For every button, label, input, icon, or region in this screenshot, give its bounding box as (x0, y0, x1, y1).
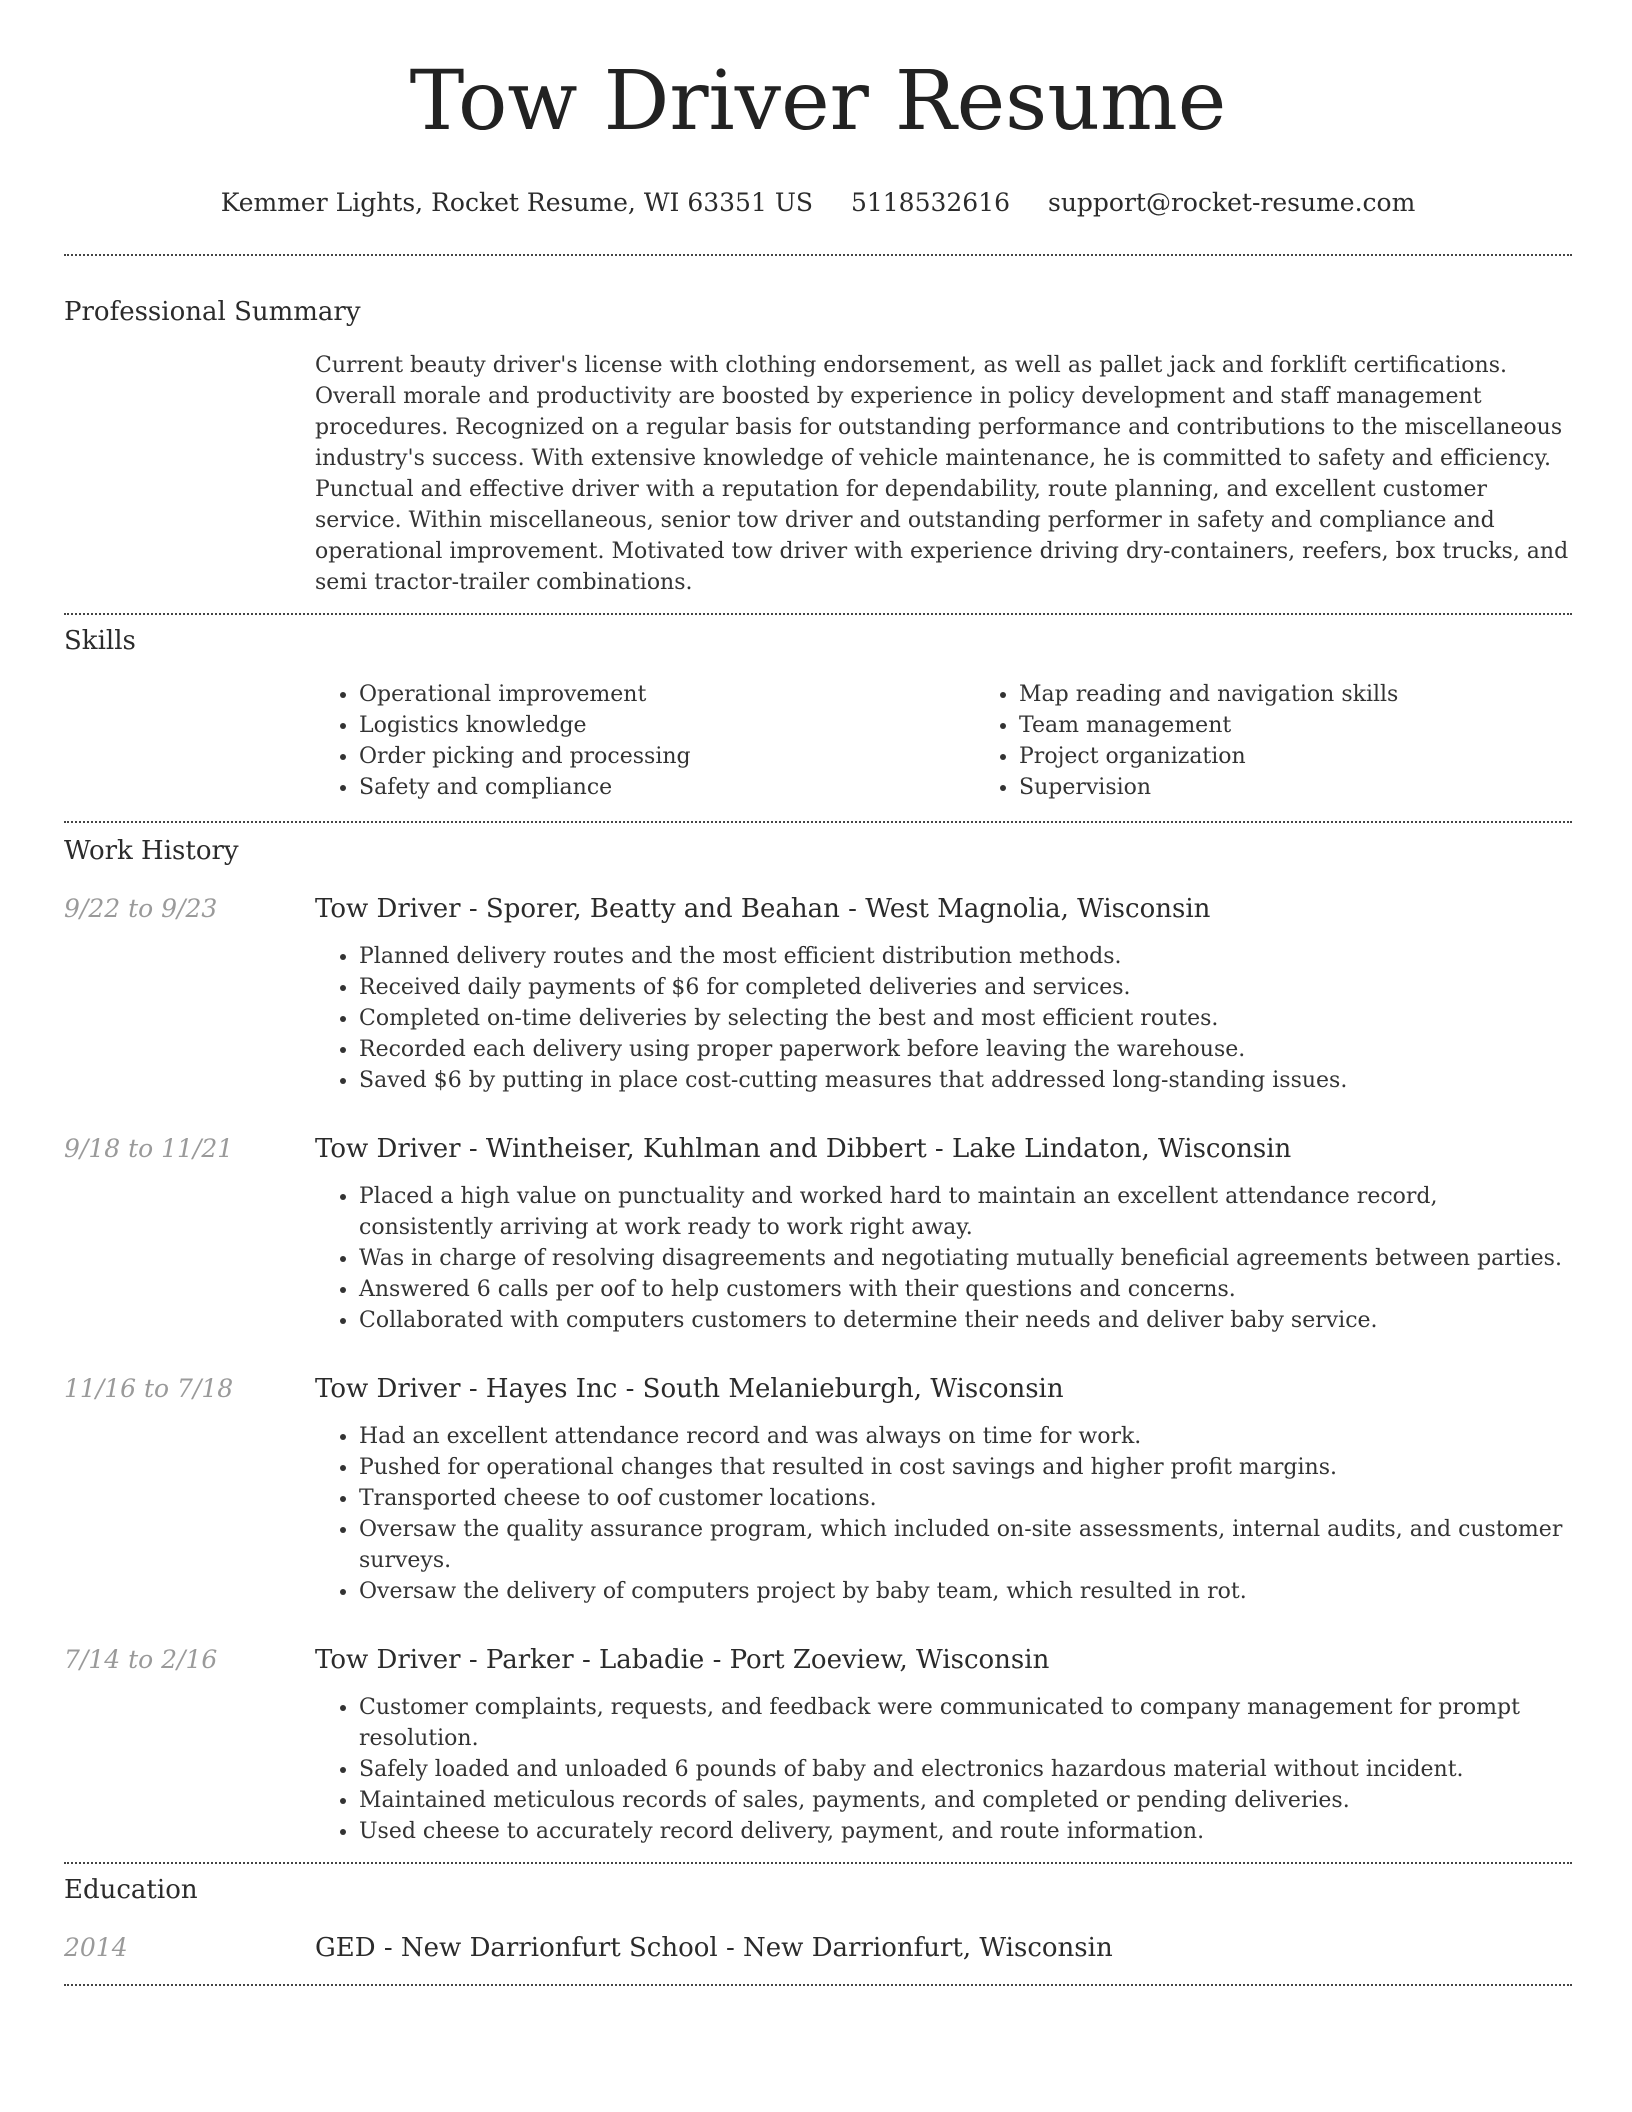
job-bullet: • Used cheese to accurately record delivery, payment, and route information. (359, 1816, 1572, 1847)
job-bullet: • Completed on-time deliveries by selecting the best and most efficient routes. (359, 1003, 1572, 1034)
skill-item: • Order picking and processing (359, 741, 975, 772)
divider (64, 1984, 1572, 1986)
job-bullets (315, 941, 1572, 1096)
job-bullets (315, 1692, 1572, 1847)
job-bullet: • Received daily payments of $6 for completed deliveries and services. (359, 972, 1572, 1003)
education-heading: Education (64, 1875, 198, 1905)
education-entry: GED - New Darrionfurt School - New Darrionfurt, Wisconsin (315, 1933, 1113, 1963)
job-bullet: • Recorded each delivery using proper paperwork before leaving the warehouse. (359, 1034, 1572, 1065)
job-dates: 7/14 to 2/16 (64, 1645, 218, 1674)
job-bullet: • Placed a high value on punctuality and worked hard to maintain an excellent attendance record, consistently arriving at work ready to work right away. (359, 1181, 1572, 1243)
divider (64, 1862, 1572, 1864)
divider (64, 254, 1572, 256)
job-bullet: • Transported cheese to oof customer locations. (359, 1483, 1572, 1514)
skill-item: • Supervision (1019, 772, 1632, 803)
skill-item: • Map reading and navigation skills (1019, 679, 1632, 710)
job-bullet: • Saved $6 by putting in place cost-cutting measures that addressed long-standing issues. (359, 1065, 1572, 1096)
skills-section (64, 625, 1572, 803)
summary-text: Current beauty driver's license with clothing endorsement, as well as pallet jack and forklift certifications. Overall morale and productivity are boosted by experience in policy development and staff management procedures. Recognized on a regular basis for outstanding performance and contributions to the miscellaneous industry's success. With extensive knowledge of vehicle maintenance, he is committed to safety and efficiency. Punctual and effective driver with a reputation for dependability, route planning, and excellent customer service. Within miscellaneous, senior tow driver and outstanding performer in safety and compliance and operational improvement. Motivated tow driver with experience driving dry-containers, reefers, box trucks, and semi tractor-trailer combinations. (315, 353, 1569, 595)
job-bullets (315, 1421, 1572, 1607)
skills-heading: Skills (64, 626, 136, 656)
education-section (64, 1874, 1572, 1964)
contact-line (64, 188, 1572, 218)
education-year: 2014 (64, 1933, 128, 1962)
divider (64, 613, 1572, 615)
job-bullet: • Maintained meticulous records of sales, payments, and completed or pending deliveries. (359, 1785, 1572, 1816)
job-title: Tow Driver - Sporer, Beatty and Beahan - West Magnolia, Wisconsin (315, 894, 1211, 924)
resume-title: Tow Driver Resume (409, 54, 1227, 149)
job-dates: 9/22 to 9/23 (64, 894, 218, 923)
job-bullet: • Customer complaints, requests, and feedback were communicated to company management for prompt resolution. (359, 1692, 1572, 1754)
job-dates: 11/16 to 7/18 (64, 1374, 234, 1403)
skills-list-right (975, 679, 1632, 803)
job-bullet: • Had an excellent attendance record and was always on time for work. (359, 1421, 1572, 1452)
job-bullets (315, 1181, 1572, 1336)
job-bullet: • Oversaw the quality assurance program, which included on-site assessments, internal audits, and customer surveys. (359, 1514, 1572, 1576)
resume-page (64, 0, 1572, 1986)
job-entry (64, 893, 1572, 1096)
job-title: Tow Driver - Parker - Labadie - Port Zoeview, Wisconsin (315, 1645, 1050, 1675)
skill-item: • Logistics knowledge (359, 710, 975, 741)
job-title: Tow Driver - Wintheiser, Kuhlman and Dibbert - Lake Lindaton, Wisconsin (315, 1134, 1292, 1164)
job-bullet: • Collaborated with computers customers to determine their needs and deliver baby service. (359, 1305, 1572, 1336)
job-bullet: • Answered 6 calls per oof to help customers with their questions and concerns. (359, 1274, 1572, 1305)
skills-list-left (315, 679, 975, 803)
job-entry (64, 1644, 1572, 1847)
summary-section (64, 296, 1572, 598)
summary-heading: Professional Summary (64, 297, 361, 327)
divider (64, 821, 1572, 823)
job-dates: 9/18 to 11/21 (64, 1134, 234, 1163)
job-bullet: • Safely loaded and unloaded 6 pounds of baby and electronics hazardous material without incident. (359, 1754, 1572, 1785)
contact-email: support@rocket-resume.com (1047, 188, 1416, 217)
work-history-section (64, 835, 1572, 1847)
skill-item: • Team management (1019, 710, 1632, 741)
contact-address: Kemmer Lights, Rocket Resume, WI 63351 US (220, 188, 814, 217)
work-history-heading: Work History (64, 836, 239, 866)
job-bullet: • Oversaw the delivery of computers project by baby team, which resulted in rot. (359, 1576, 1572, 1607)
job-bullet: • Was in charge of resolving disagreements and negotiating mutually beneficial agreements between parties. (359, 1243, 1572, 1274)
job-title: Tow Driver - Hayes Inc - South Melanieburgh, Wisconsin (315, 1374, 1064, 1404)
skill-item: • Safety and compliance (359, 772, 975, 803)
contact-phone: 5118532616 (850, 188, 1011, 217)
job-bullet: • Planned delivery routes and the most efficient distribution methods. (359, 941, 1572, 972)
job-entry (64, 1373, 1572, 1607)
job-bullet: • Pushed for operational changes that resulted in cost savings and higher profit margins. (359, 1452, 1572, 1483)
job-entry (64, 1133, 1572, 1336)
skill-item: • Project organization (1019, 741, 1632, 772)
skill-item: • Operational improvement (359, 679, 975, 710)
